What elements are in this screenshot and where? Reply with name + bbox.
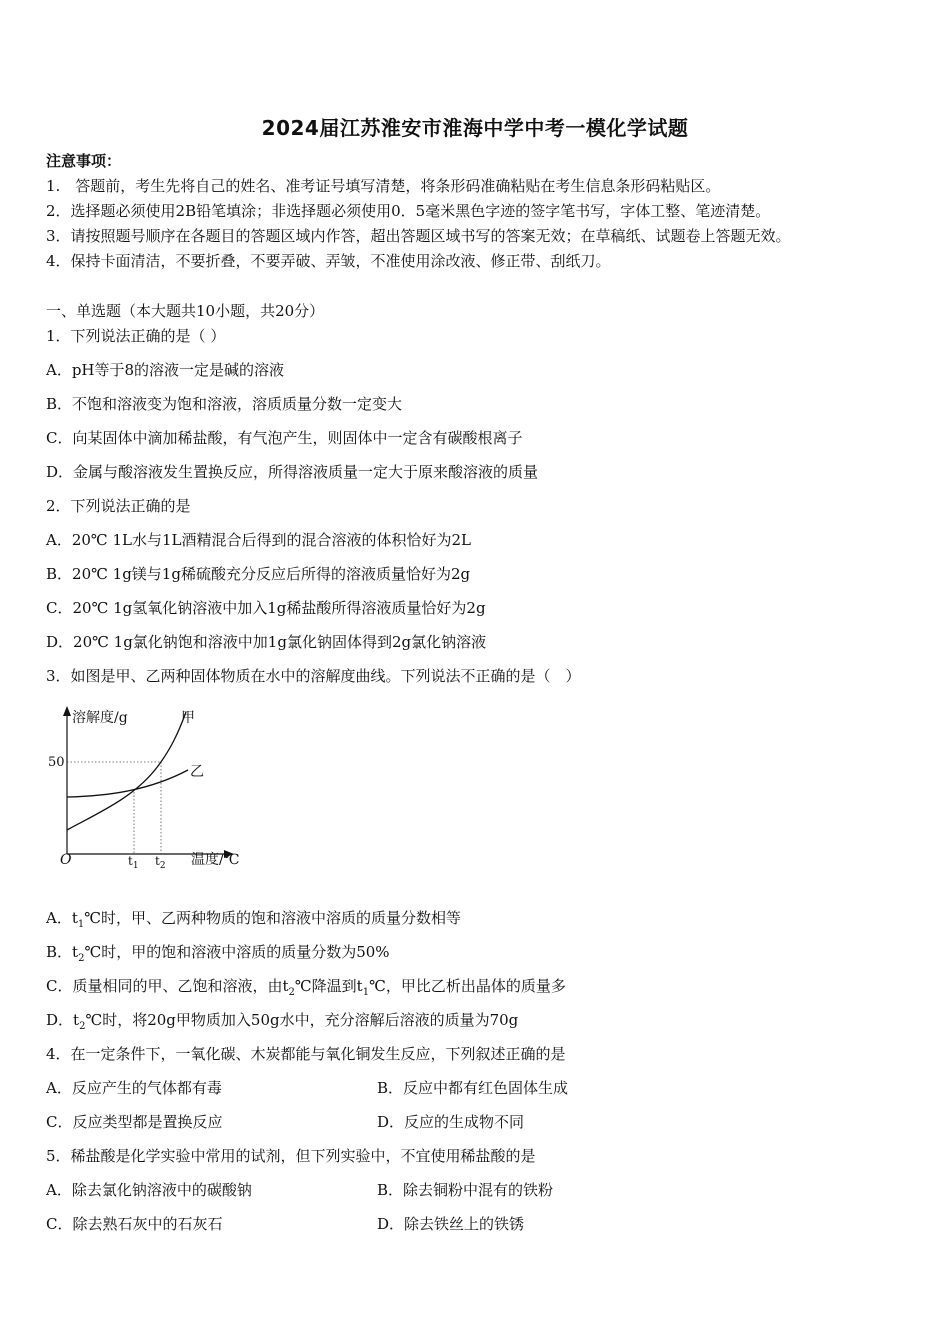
q1-option-d: D．金属与酸溶液发生置换反应，所得溶液质量一定大于原来酸溶液的质量 bbox=[46, 463, 539, 481]
q1-option-b: B．不饱和溶液变为饱和溶液，溶质质量分数一定变大 bbox=[46, 395, 403, 413]
q4-option-b: B．反应中都有红色固体生成 bbox=[377, 1079, 569, 1097]
origin-label: O bbox=[60, 852, 72, 868]
notice-heading: 注意事项： bbox=[46, 152, 122, 170]
q3-option-d: D．$t_2℃$时，将20g甲物质加入50g水中，充分溶解后溶液的质量为70g bbox=[46, 1011, 519, 1032]
q5-stem: 5．稀盐酸是化学实验中常用的试剂，但下列实验中，不宜使用稀盐酸的是 bbox=[46, 1147, 536, 1165]
q5-option-d: D．除去铁丝上的铁锈 bbox=[377, 1215, 525, 1233]
series-yi-label: 乙 bbox=[190, 764, 204, 780]
q4-option-d: D．反应的生成物不同 bbox=[377, 1113, 525, 1131]
x-tick-t1: $t_1$ bbox=[128, 854, 139, 871]
q3-option-c: C．质量相同的甲、乙饱和溶液，由$t_2℃$降温到$t_1℃$，甲比乙析出晶体的质量多 bbox=[46, 977, 566, 998]
solubility-chart bbox=[40, 702, 270, 877]
q4-option-a: A．反应产生的气体都有毒 bbox=[46, 1079, 222, 1097]
x-axis-label: 温度/℃ bbox=[191, 852, 240, 868]
notice-item-3: 3．请按照题号顺序在各题目的答题区域内作答，超出答题区域书写的答案无效；在草稿纸、试题卷上答题无效。 bbox=[46, 227, 791, 245]
q2-stem: 2．下列说法正确的是 bbox=[46, 497, 191, 515]
q3-stem: 3．如图是甲、乙两种固体物质在水中的溶解度曲线。下列说法不正确的是（ ） bbox=[46, 667, 581, 685]
y-axis-arrow bbox=[63, 706, 71, 716]
q4-stem: 4．在一定条件下，一氧化碳、木炭都能与氧化铜发生反应，下列叙述正确的是 bbox=[46, 1045, 566, 1063]
q3-option-b: B．$t_2℃$时，甲的饱和溶液中溶质的质量分数为50% bbox=[46, 943, 390, 964]
y-axis-label: 溶解度/g bbox=[72, 710, 128, 726]
notice-item-2: 2．选择题必须使用2B铅笔填涂；非选择题必须使用0．5毫米黑色字迹的签字笔书写，字体工整、笔迹清楚。 bbox=[46, 202, 771, 220]
q5-option-c: C．除去熟石灰中的石灰石 bbox=[46, 1215, 223, 1233]
notice-item-1: 1. 答题前，考生先将自己的姓名、准考证号填写清楚，将条形码准确粘贴在考生信息条形码粘贴区。 bbox=[46, 177, 721, 195]
y-tick-50: 50 bbox=[48, 755, 65, 770]
q2-option-b: B．20℃ 1g镁与1g稀硫酸充分反应后所得的溶液质量恰好为2g bbox=[46, 565, 471, 583]
series-yi-curve bbox=[67, 770, 188, 797]
page-title: 2024届江苏淮安市淮海中学中考一模化学试题 bbox=[261, 116, 689, 140]
q4-option-c: C．反应类型都是置换反应 bbox=[46, 1113, 223, 1131]
q3-option-a: A．$t_1℃$时，甲、乙两种物质的饱和溶液中溶质的质量分数相等 bbox=[46, 909, 462, 930]
q5-option-b: B．除去铜粉中混有的铁粉 bbox=[377, 1181, 554, 1199]
section-heading: 一、单选题（本大题共10小题，共20分） bbox=[46, 302, 325, 320]
q1-stem: 1．下列说法正确的是（ ） bbox=[46, 327, 226, 345]
q2-option-c: C．20℃ 1g氢氧化钠溶液中加入1g稀盐酸所得溶液质量恰好为2g bbox=[46, 599, 486, 617]
q2-option-d: D．20℃ 1g氯化钠饱和溶液中加1g氯化钠固体得到2g氯化钠溶液 bbox=[46, 633, 487, 651]
q1-option-a: A．pH等于8的溶液一定是碱的溶液 bbox=[46, 361, 285, 379]
x-tick-t2: $t_2$ bbox=[155, 854, 166, 871]
series-jia-label: 甲 bbox=[181, 710, 195, 726]
notice-item-4: 4．保持卡面清洁，不要折叠，不要弄破、弄皱，不准使用涂改液、修正带、刮纸刀。 bbox=[46, 252, 611, 270]
series-jia-curve bbox=[67, 712, 186, 830]
q5-option-a: A．除去氯化钠溶液中的碳酸钠 bbox=[46, 1181, 252, 1199]
q2-option-a: A．20℃ 1L水与1L酒精混合后得到的混合溶液的体积恰好为2L bbox=[46, 531, 471, 549]
q1-option-c: C．向某固体中滴加稀盐酸，有气泡产生，则固体中一定含有碳酸根离子 bbox=[46, 429, 523, 447]
